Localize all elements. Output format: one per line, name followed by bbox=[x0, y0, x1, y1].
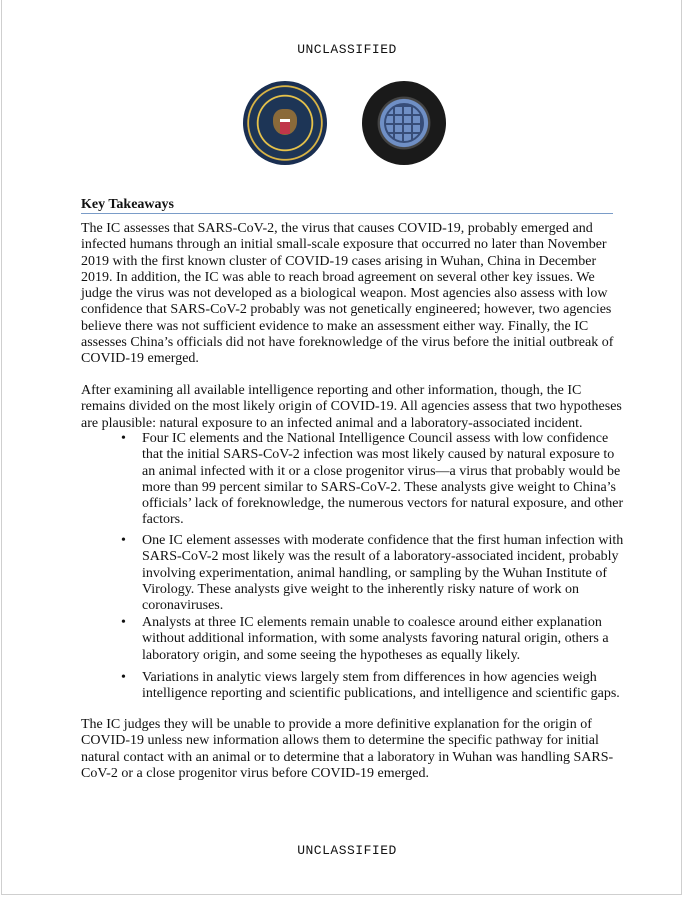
text-line: an animal infected with it or a close progenitor virus—a virus that probably would be bbox=[142, 463, 621, 479]
section-heading: Key Takeaways bbox=[81, 197, 174, 212]
text-line: natural contact with an animal or to determine that a laboratory in Wuhan was handling SARS- bbox=[81, 749, 614, 765]
bullet-icon: • bbox=[121, 615, 126, 630]
paragraph-divided bbox=[81, 383, 622, 432]
text-line: CoV-2 or a close progenitor virus before COVID-19 emerged. bbox=[81, 765, 429, 781]
text-line: 2019 with the first known cluster of COVID-19 cases arising in Wuhan, China in December bbox=[81, 253, 597, 269]
text-line: The IC judges they will be unable to provide a more definitive explanation for the origin of bbox=[81, 717, 592, 732]
text-line: Virology. These analysts give weight to the inherently risky nature of work on bbox=[142, 581, 579, 597]
header-classification: UNCLASSIFIED bbox=[297, 42, 397, 57]
text-line: intelligence reporting and scientific publications, and intelligence and scientific gaps. bbox=[142, 686, 620, 702]
footer-classification: UNCLASSIFIED bbox=[297, 843, 397, 858]
text-line: factors. bbox=[142, 512, 184, 528]
text-line: confidence that SARS-CoV-2 probably was not genetically engineered; however, two agencies bbox=[81, 302, 612, 318]
text-line: remains divided on the most likely origin of COVID-19. All agencies assess that two hypotheses bbox=[81, 399, 622, 415]
paragraph-conclusion bbox=[81, 717, 613, 782]
bullet-item bbox=[121, 615, 609, 664]
paragraph-summary bbox=[81, 221, 613, 368]
shield-icon bbox=[280, 119, 290, 134]
bullet-item bbox=[121, 431, 624, 529]
nic-seal-logo bbox=[362, 81, 446, 165]
text-line: COVID-19 emerged. bbox=[81, 351, 199, 367]
text-line: laboratory origin, and some seeing the hypotheses as equally likely. bbox=[142, 647, 521, 663]
text-line: Analysts at three IC elements remain unable to coalesce around either explanation bbox=[142, 615, 602, 630]
text-line: believe there was not sufficient evidence to make an assessment either way. Finally, the IC bbox=[81, 318, 589, 334]
text-line: are plausible: natural exposure to an infected animal and a laboratory-associated incident. bbox=[81, 415, 583, 431]
text-line: more than 99 percent similar to SARS-CoV-2. These analysts give weight to China’s bbox=[142, 479, 616, 495]
bullet-icon: • bbox=[121, 431, 126, 446]
bullet-icon: • bbox=[121, 670, 126, 685]
heading-divider bbox=[81, 213, 613, 214]
text-line: Variations in analytic views largely stem from differences in how agencies weigh bbox=[142, 670, 597, 685]
globe-icon bbox=[384, 103, 424, 143]
bullet-item bbox=[121, 533, 624, 614]
text-line: After examining all available intelligence reporting and other information, though, the IC bbox=[81, 383, 582, 398]
text-line: coronaviruses. bbox=[142, 598, 224, 614]
text-line: without additional information, with some analysts favoring natural origin, others a bbox=[142, 631, 609, 647]
text-line: Four IC elements and the National Intelligence Council assess with low confidence bbox=[142, 431, 609, 446]
text-line: COVID-19 unless new information allows them to determine the specific pathway for initial bbox=[81, 733, 599, 749]
text-line: 2019. In addition, the IC was able to reach broad agreement on several other key issues. We bbox=[81, 269, 595, 285]
text-line: judge the virus was not developed as a biological weapon. Most agencies also assess with low bbox=[81, 286, 608, 302]
text-line: One IC element assesses with moderate confidence that the first human infection with bbox=[142, 533, 624, 548]
text-line: that the initial SARS-CoV-2 infection was most likely caused by natural exposure to bbox=[142, 447, 615, 463]
text-line: assesses China’s officials did not have foreknowledge of the virus before the initial outbreak of bbox=[81, 335, 614, 351]
text-line: The IC assesses that SARS-CoV-2, the virus that causes COVID-19, probably emerged and bbox=[81, 221, 593, 236]
text-line: officials’ lack of foreknowledge, the numerous vectors for natural exposure, and other bbox=[142, 496, 624, 512]
text-line: SARS-CoV-2 most likely was the result of a laboratory-associated incident, probably bbox=[142, 549, 619, 565]
odni-seal-logo bbox=[243, 81, 327, 165]
text-line: infected humans through an initial small-scale exposure that occurred no later than November bbox=[81, 237, 607, 253]
text-line: involving experimentation, animal handling, or sampling by the Wuhan Institute of bbox=[142, 565, 607, 581]
bullet-item bbox=[121, 670, 620, 703]
bullet-icon: • bbox=[121, 533, 126, 548]
